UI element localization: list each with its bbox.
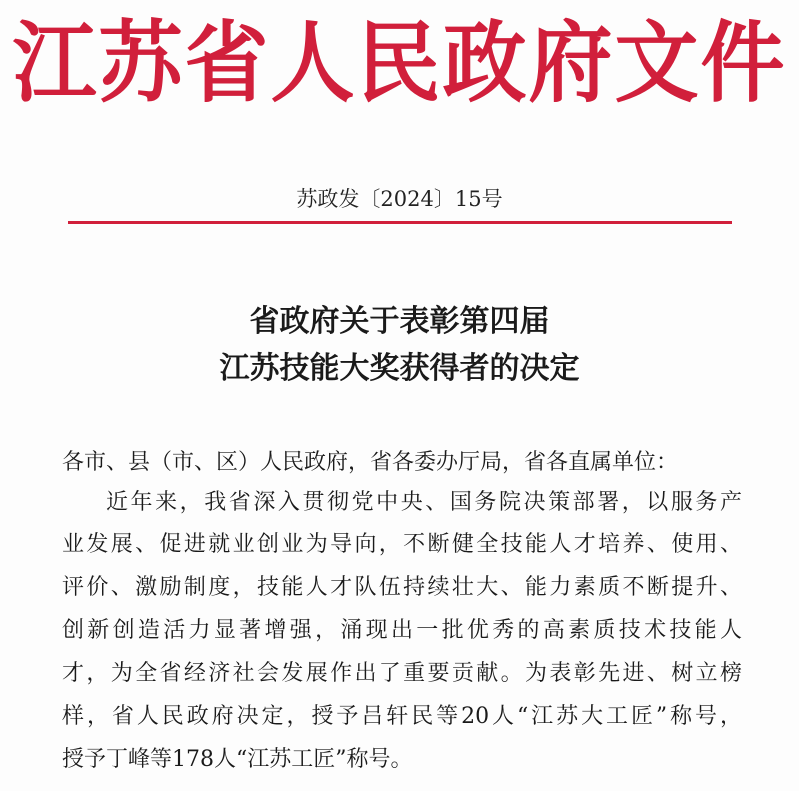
body-paragraph-line: 近年来，我省深入贯彻党中央、国务院决策部署，以服务产 [106,490,742,515]
body-paragraph-line: 授予丁峰等178人“江苏工匠”称号。 [62,747,413,772]
document-masthead: 江苏省人民政府文件 [12,11,787,115]
red-divider-rule [68,221,732,224]
body-paragraph-line: 样，省人民政府决定，授予吕轩民等20人“江苏大工匠”称号， [62,704,742,729]
body-paragraph-line: 才，为全省经济社会发展作出了重要贡献。为表彰先进、树立榜 [62,661,742,686]
body-paragraph-line: 业发展、促进就业创业为导向，不断健全技能人才培养、使用、 [62,532,742,557]
document-number: 苏政发〔2024〕15号 [296,187,503,211]
document-title-line-1: 省政府关于表彰第四届 [249,304,550,339]
document-title-line-2: 江苏技能大奖获得者的决定 [219,351,580,386]
body-paragraph-line: 评价、激励制度，技能人才队伍持续壮大、能力素质不断提升、 [62,575,742,600]
salutation-line: 各市、县（市、区）人民政府，省各委办厅局，省各直属单位： [62,450,679,475]
body-paragraph-line: 创新创造活力显著增强，涌现出一批优秀的高素质技术技能人 [62,618,742,643]
